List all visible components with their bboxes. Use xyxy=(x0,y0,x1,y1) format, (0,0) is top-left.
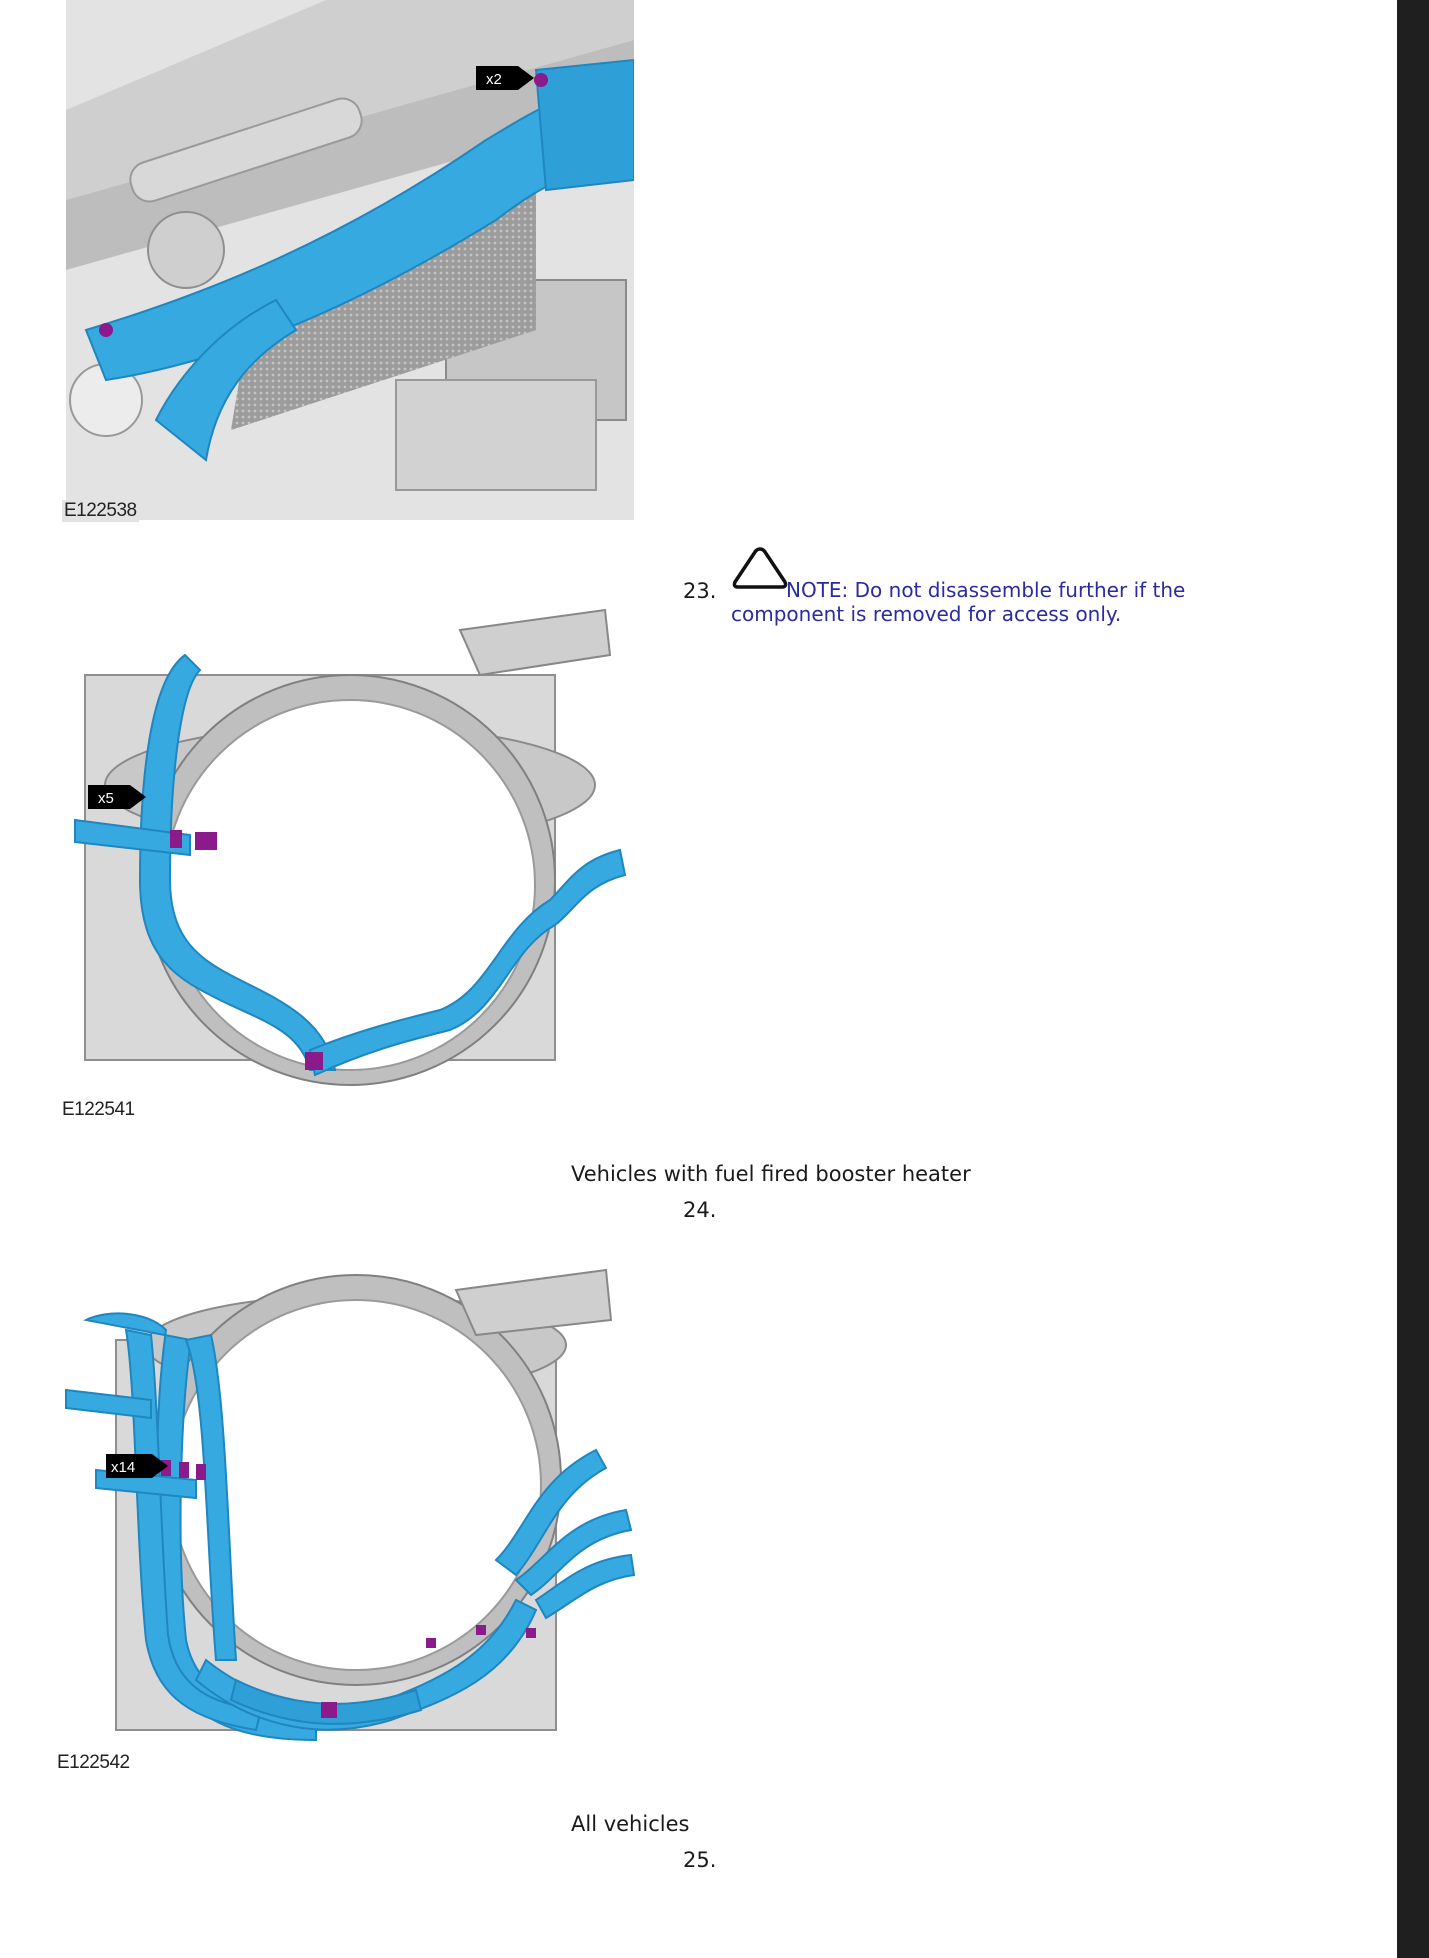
right-edge-bar xyxy=(1397,0,1429,1958)
note-line-1: NOTE: Do not disassemble further if the xyxy=(786,578,1186,602)
callout-label: x2 xyxy=(486,71,502,88)
section-heading-all-vehicles: All vehicles xyxy=(571,1812,690,1836)
figure-caption: E122541 xyxy=(62,1099,135,1120)
engine-bay-illustration xyxy=(66,0,634,520)
figure-caption: E122542 xyxy=(57,1752,130,1773)
figure-e122542 xyxy=(56,1240,656,1770)
radiator-booster-hoses-illustration xyxy=(56,1240,656,1770)
step-number-25: 25. xyxy=(683,1848,717,1872)
note-block xyxy=(731,578,1251,626)
section-heading-fuel-fired: Vehicles with fuel fired booster heater xyxy=(571,1162,971,1186)
callout-label: x14 xyxy=(111,1459,136,1476)
step-number-24: 24. xyxy=(683,1198,717,1222)
step-number-23: 23. xyxy=(683,579,717,603)
figure-caption: E122538 xyxy=(64,500,137,521)
callout-label: x5 xyxy=(98,790,114,807)
figure-e122538 xyxy=(66,0,634,520)
note-line-2: component is removed for access only. xyxy=(731,602,1122,626)
radiator-hoses-illustration xyxy=(60,580,640,1100)
figure-e122541 xyxy=(60,580,640,1100)
